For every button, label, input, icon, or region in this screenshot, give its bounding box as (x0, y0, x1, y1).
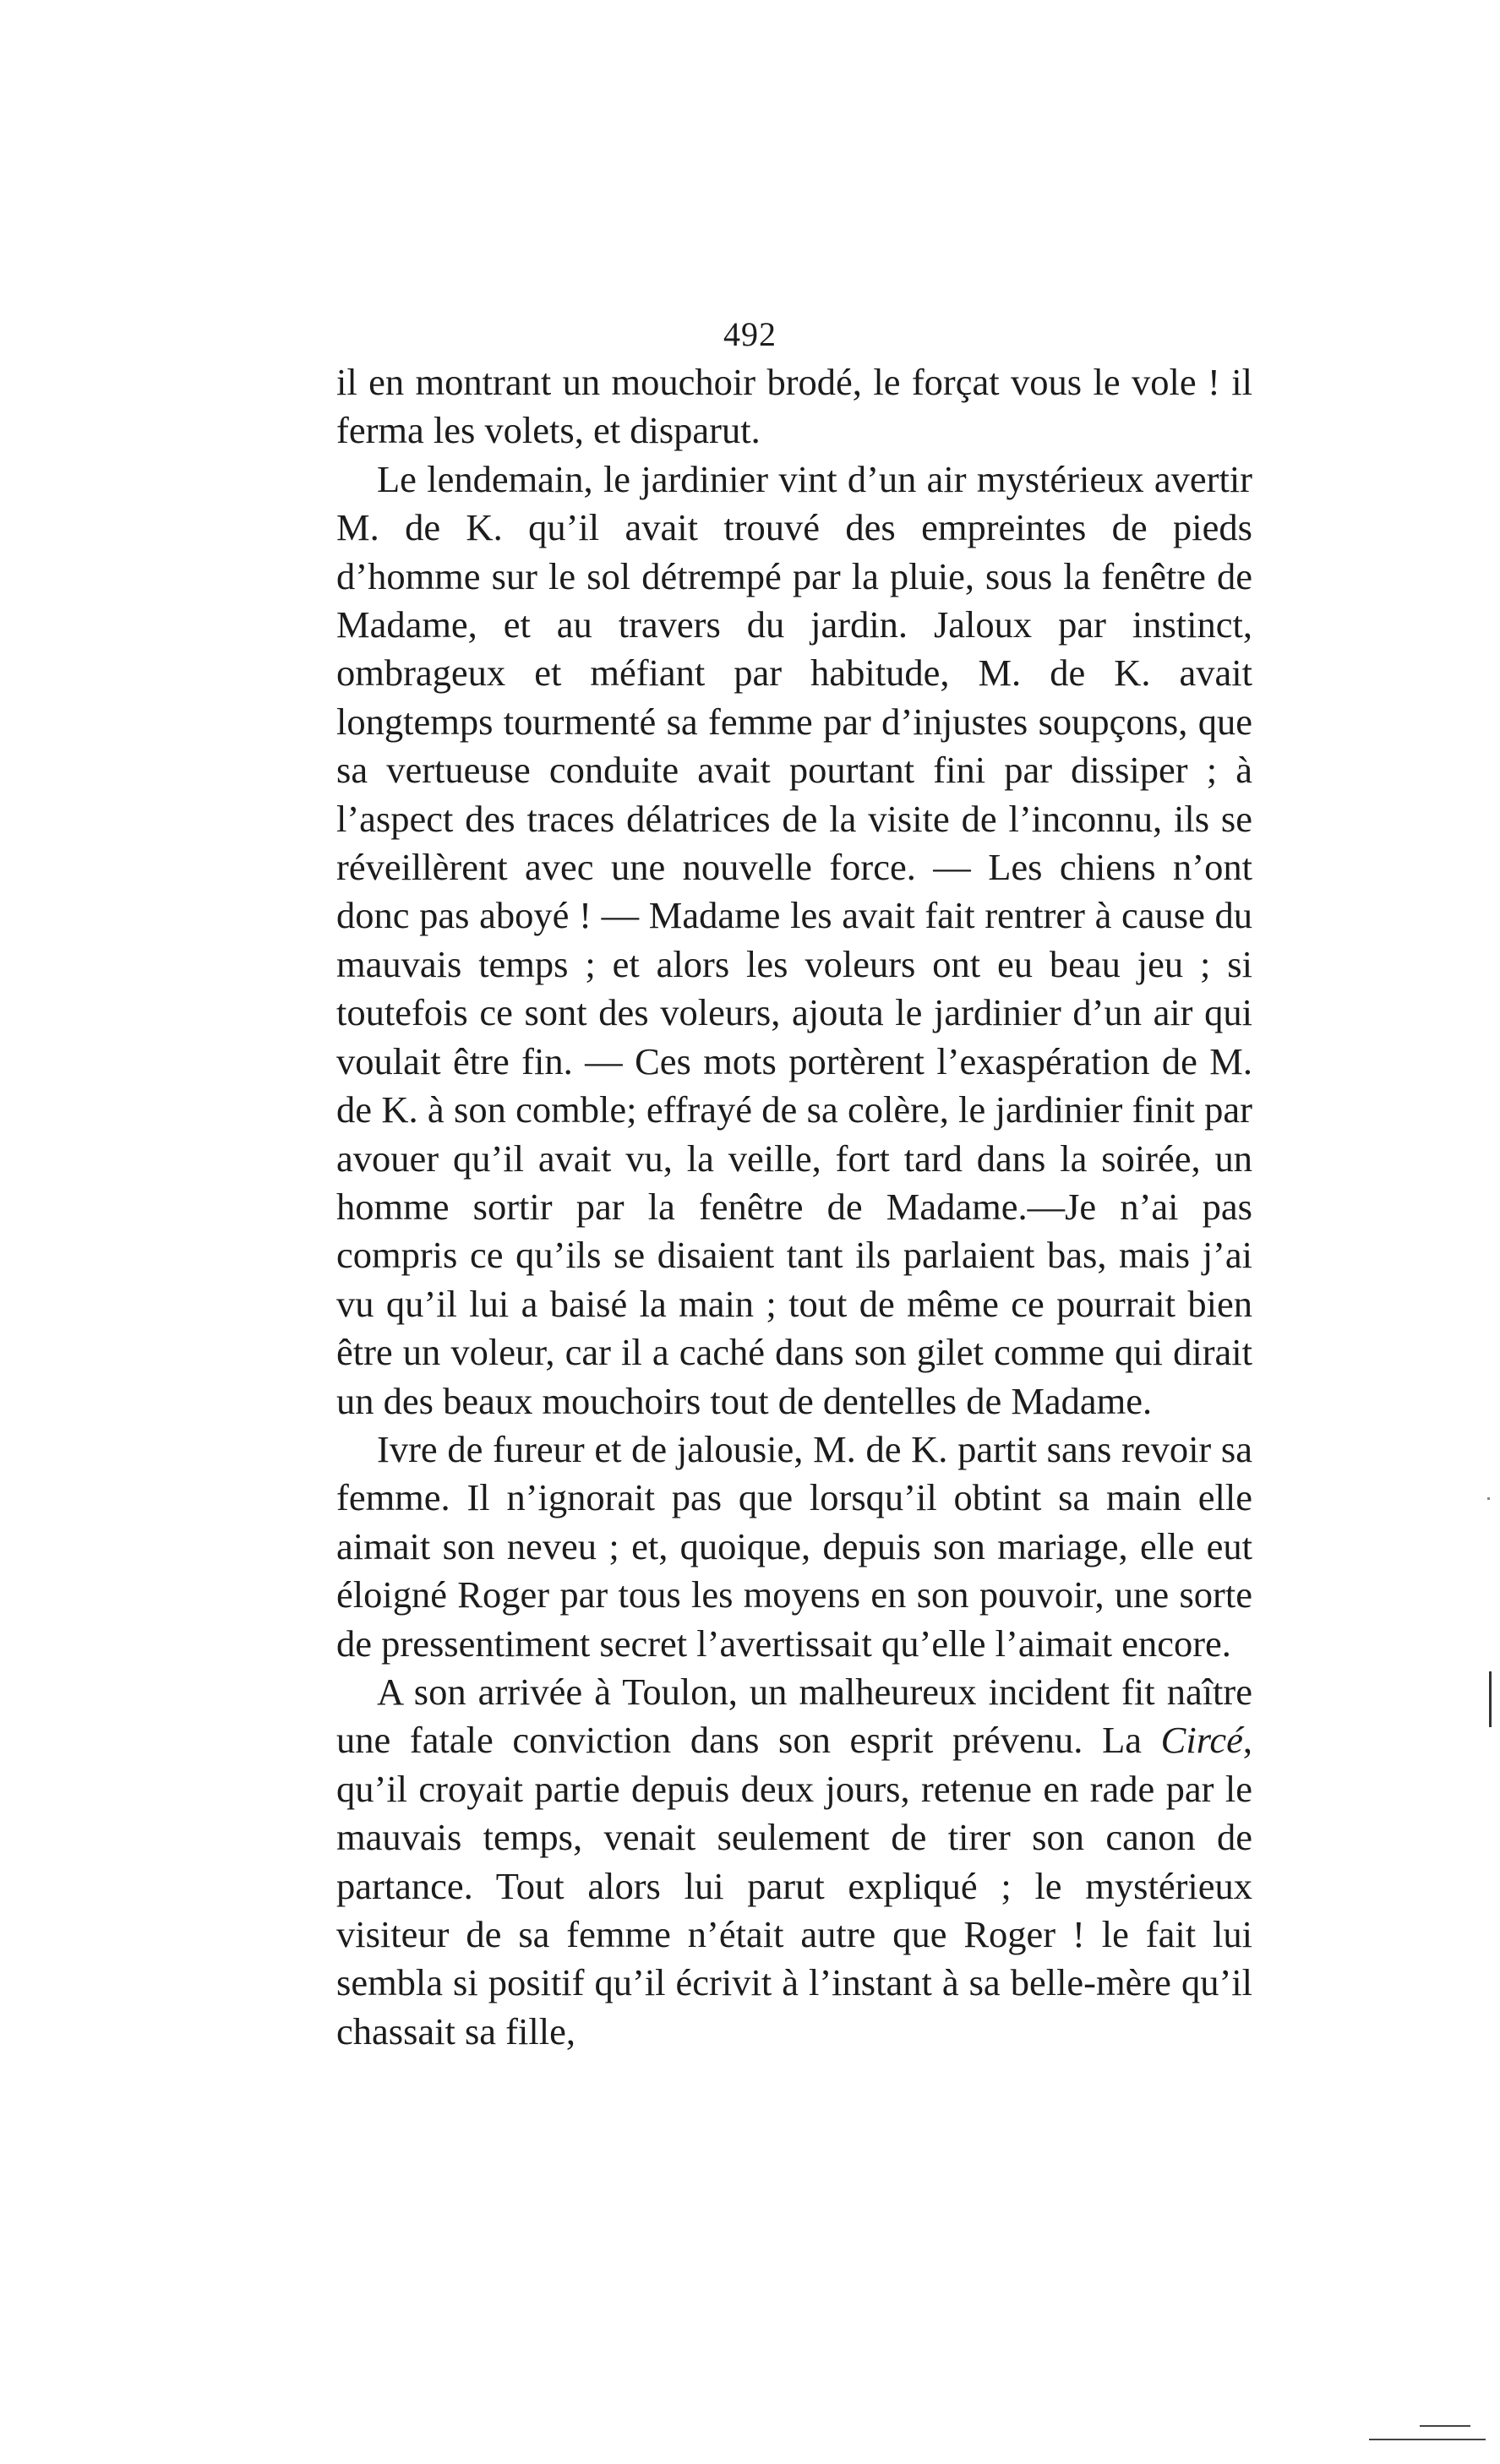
margin-mark (1489, 1671, 1492, 1727)
paragraph-toulon (336, 1668, 1252, 2056)
paragraph-gardener: Le lendemain, le jardinier vint d’un air mystérieux avertir M. de K. qu’il avait trouvé des empreintes de pieds d’homme sur le sol détrempé par la pluie, sous la fenêtre de Madame, et au travers du jardin. Jaloux par instinct, ombrageux et méfiant par habitude, M. de K. avait longtemps tourmenté sa femme par d’injustes soupçons, que sa vertueuse conduite avait pourtant fini par dissiper ; à l’aspect des traces délatrices de la visite de l’inconnu, ils se réveillèrent avec une nouvelle force. — Les chiens n’ont donc pas aboyé ! — Madame les avait fait rentrer à cause du mauvais temps ; et alors les voleurs ont eu beau jeu ; si toutefois ce sont des voleurs, ajouta le jardinier d’un air qui voulait être fin. — Ces mots portèrent l’exaspération de M. de K. à son comble; effrayé de sa colère, le jardinier finit par avouer qu’il avait vu, la veille, fort tard dans la soirée, un homme sortir par la fenêtre de Madame.—Je n’ai pas compris ce qu’ils se disaient tant ils parlaient bas, mais j’ai vu qu’il lui a baisé la main ; tout de même ce pourrait bien être un voleur, car il a caché dans son gilet comme qui dirait un des beaux mouchoirs tout de dentelles de Madame. (336, 457, 1252, 1422)
margin-speck (1487, 1497, 1490, 1500)
paragraph-continuation: il en montrant un mouchoir brodé, le forçat vous le vole ! il ferma les volets, et disparut. (336, 361, 1252, 452)
corner-rule-top (1420, 2425, 1470, 2427)
paragraph-departure: Ivre de fureur et de jalousie, M. de K. partit sans revoir sa femme. Il n’ignorait pas que lorsqu’il obtint sa main elle aimait son neveu ; et, quoique, depuis son mariage, elle eut éloigné Roger par tous les moyens en son pouvoir, une sorte de pressentiment secret l’avertissait qu’elle l’aimait encore. (336, 1427, 1252, 1665)
paragraph-toulon-end: , qu’il croyait partie depuis deux jours, retenue en rade par le mauvais temps, venait seulement de tirer son canon de partance. Tout alors lui parut expliqué ; le mystérieux visiteur de sa femme n’était autre que Roger ! le fait lui sembla si positif qu’il écrivit à l’instant à sa belle-mère qu’il chassait sa fille, (336, 1719, 1252, 2052)
corner-rule-bottom (1369, 2439, 1486, 2440)
paragraph-toulon-start: A son arrivée à Toulon, un malheureux incident fit naître une fatale conviction dans son esprit prévenu. La (336, 1670, 1252, 1762)
body-text (336, 358, 1252, 2056)
page-number: 492 (723, 315, 777, 353)
corner-rules (1369, 2425, 1486, 2452)
ship-name: Circé (1160, 1719, 1243, 1762)
